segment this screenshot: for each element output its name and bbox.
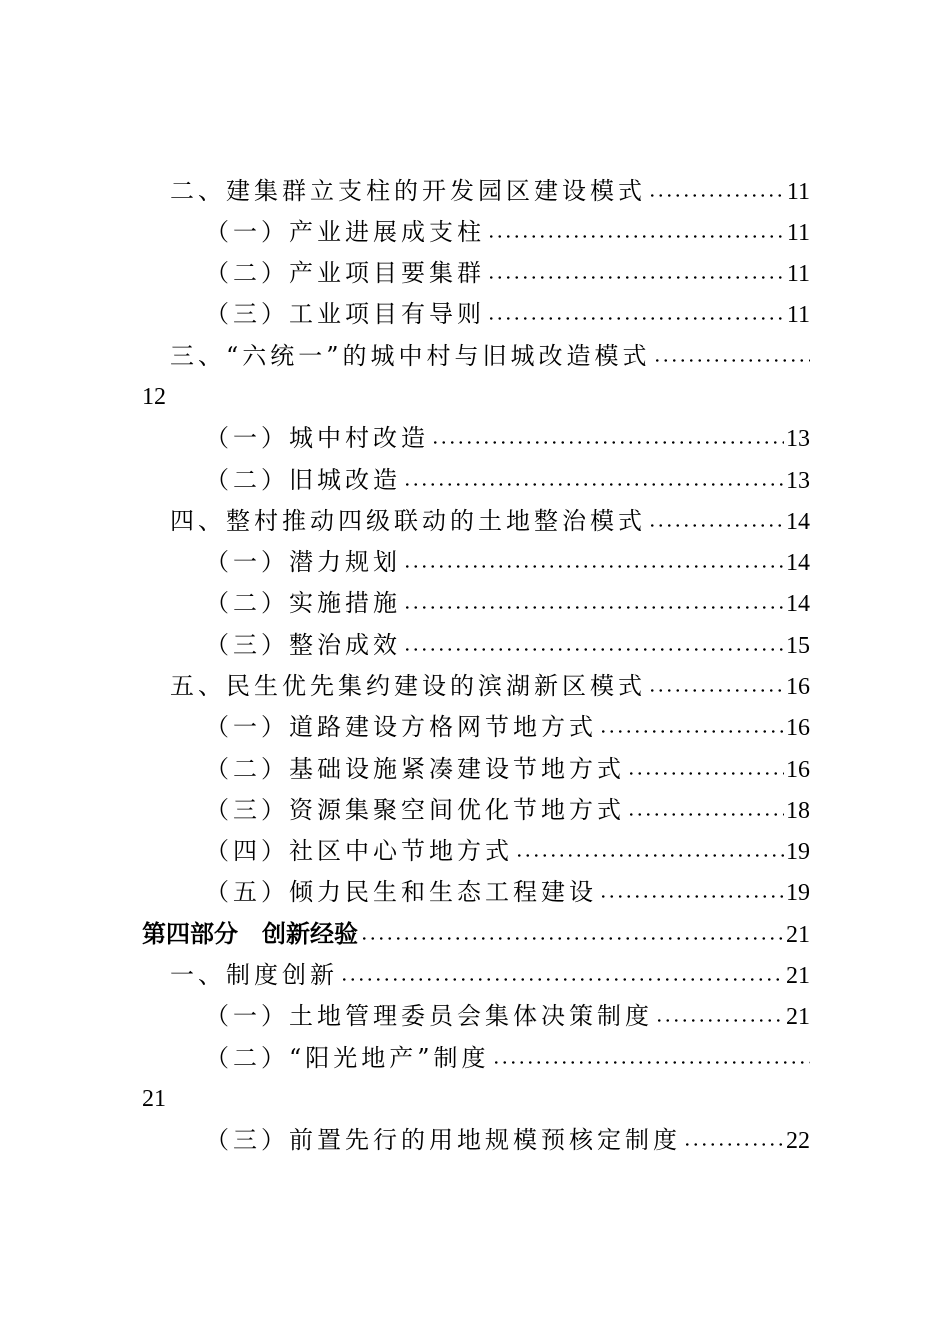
toc-dot-leader	[653, 359, 810, 362]
toc-page-number: 11	[786, 261, 810, 287]
toc-page-number: 22	[786, 1128, 810, 1154]
toc-dot-leader	[648, 194, 785, 197]
toc-page-number: 11	[786, 302, 810, 328]
toc-entry-subsection[interactable]	[205, 876, 810, 908]
toc-page-number: 19	[786, 880, 810, 906]
toc-dot-leader	[683, 1143, 784, 1146]
toc-entry-section[interactable]	[170, 175, 810, 207]
toc-dot-leader	[360, 937, 784, 940]
toc-entry-subsection[interactable]	[205, 1124, 810, 1156]
toc-entry-subsection[interactable]	[205, 257, 810, 289]
toc-entry-section[interactable]	[170, 340, 812, 372]
toc-page-number: 21	[786, 922, 810, 948]
toc-dot-leader	[487, 276, 785, 279]
toc-entry-title: （三）工业项目有导则	[205, 300, 485, 328]
toc-dot-leader	[599, 730, 784, 733]
toc-page-number: 12	[142, 384, 166, 410]
toc-entry-subsection[interactable]	[205, 1000, 810, 1032]
toc-entry-subsection[interactable]	[205, 216, 810, 248]
toc-entry-section[interactable]	[170, 670, 810, 702]
toc-entry-subsection[interactable]	[205, 298, 810, 330]
toc-dot-leader	[403, 565, 784, 568]
toc-entry-subsection[interactable]	[205, 464, 810, 496]
toc-entry-subsection[interactable]	[205, 1042, 812, 1074]
toc-dot-leader	[431, 441, 784, 444]
toc-page-number: 11	[786, 220, 810, 246]
toc-dot-leader	[340, 978, 784, 981]
toc-entry-title: （三）前置先行的用地规模预核定制度	[205, 1126, 681, 1154]
toc-entry-subsection[interactable]	[205, 629, 810, 661]
toc-page-number: 16	[786, 674, 810, 700]
toc-page-number: 11	[786, 179, 810, 205]
toc-entry-title: （一）道路建设方格网节地方式	[205, 713, 597, 741]
toc-entry-chapter[interactable]	[142, 918, 810, 950]
toc-dot-leader	[627, 772, 784, 775]
toc-entry-subsection[interactable]	[205, 835, 810, 867]
toc-entry-subsection[interactable]	[205, 546, 810, 578]
toc-entry-title: （二）“阳光地产”制度	[205, 1044, 490, 1072]
toc-entry-title: 四、整村推动四级联动的土地整治模式	[170, 507, 646, 535]
toc-dot-leader	[492, 1061, 810, 1064]
toc-dot-leader	[648, 689, 784, 692]
toc-dot-leader	[403, 483, 784, 486]
toc-entry-title: （四）社区中心节地方式	[205, 837, 513, 865]
toc-entry-title: （二）产业项目要集群	[205, 259, 485, 287]
toc-page-number: 16	[786, 757, 810, 783]
toc-dot-leader	[648, 524, 784, 527]
toc-entry-title: （一）城中村改造	[205, 424, 429, 452]
toc-dot-leader	[403, 606, 784, 609]
toc-page-number: 19	[786, 839, 810, 865]
toc-page-number: 21	[142, 1086, 166, 1112]
toc-entry-title: （三）整治成效	[205, 631, 401, 659]
toc-entry-section[interactable]	[170, 505, 810, 537]
toc-page-number: 21	[786, 1004, 810, 1030]
toc-page-number: 14	[786, 509, 810, 535]
toc-dot-leader	[487, 235, 785, 238]
toc-entry-subsection[interactable]	[205, 422, 810, 454]
toc-entry-title: （二）旧城改造	[205, 466, 401, 494]
toc-page-number: 16	[786, 715, 810, 741]
toc-dot-leader	[515, 854, 784, 857]
toc-dot-leader	[487, 317, 785, 320]
toc-entry-subsection[interactable]	[205, 587, 810, 619]
toc-page-number: 15	[786, 633, 810, 659]
toc-page-number: 18	[786, 798, 810, 824]
toc-entry-title: （一）潜力规划	[205, 548, 401, 576]
toc-entry-subsection[interactable]	[205, 794, 810, 826]
toc-entry-title: 第四部分 创新经验	[142, 920, 358, 948]
toc-page-number: 13	[786, 468, 810, 494]
toc-entry-section[interactable]	[170, 959, 810, 991]
toc-entry-title: （五）倾力民生和生态工程建设	[205, 878, 597, 906]
toc-entry-title: （三）资源集聚空间优化节地方式	[205, 796, 625, 824]
toc-page-number: 14	[786, 591, 810, 617]
toc-page-number: 14	[786, 550, 810, 576]
toc-entry-title: 三、“六统一”的城中村与旧城改造模式	[170, 342, 651, 370]
toc-dot-leader	[403, 648, 784, 651]
toc-entry-title: 五、民生优先集约建设的滨湖新区模式	[170, 672, 646, 700]
toc-entry-title: （二）基础设施紧凑建设节地方式	[205, 755, 625, 783]
toc-page-number: 21	[786, 963, 810, 989]
toc-entry-title: （一）产业进展成支柱	[205, 218, 485, 246]
toc-entry-title: （二）实施措施	[205, 589, 401, 617]
toc-dot-leader	[599, 895, 784, 898]
toc-page-number: 13	[786, 426, 810, 452]
toc-entry-subsection[interactable]	[205, 753, 810, 785]
toc-entry-title: 二、建集群立支柱的开发园区建设模式	[170, 177, 646, 205]
toc-entry-title: 一、制度创新	[170, 961, 338, 989]
toc-entry-subsection[interactable]	[205, 711, 810, 743]
toc-dot-leader	[627, 813, 784, 816]
toc-entry-title: （一）土地管理委员会集体决策制度	[205, 1002, 653, 1030]
toc-dot-leader	[655, 1019, 784, 1022]
